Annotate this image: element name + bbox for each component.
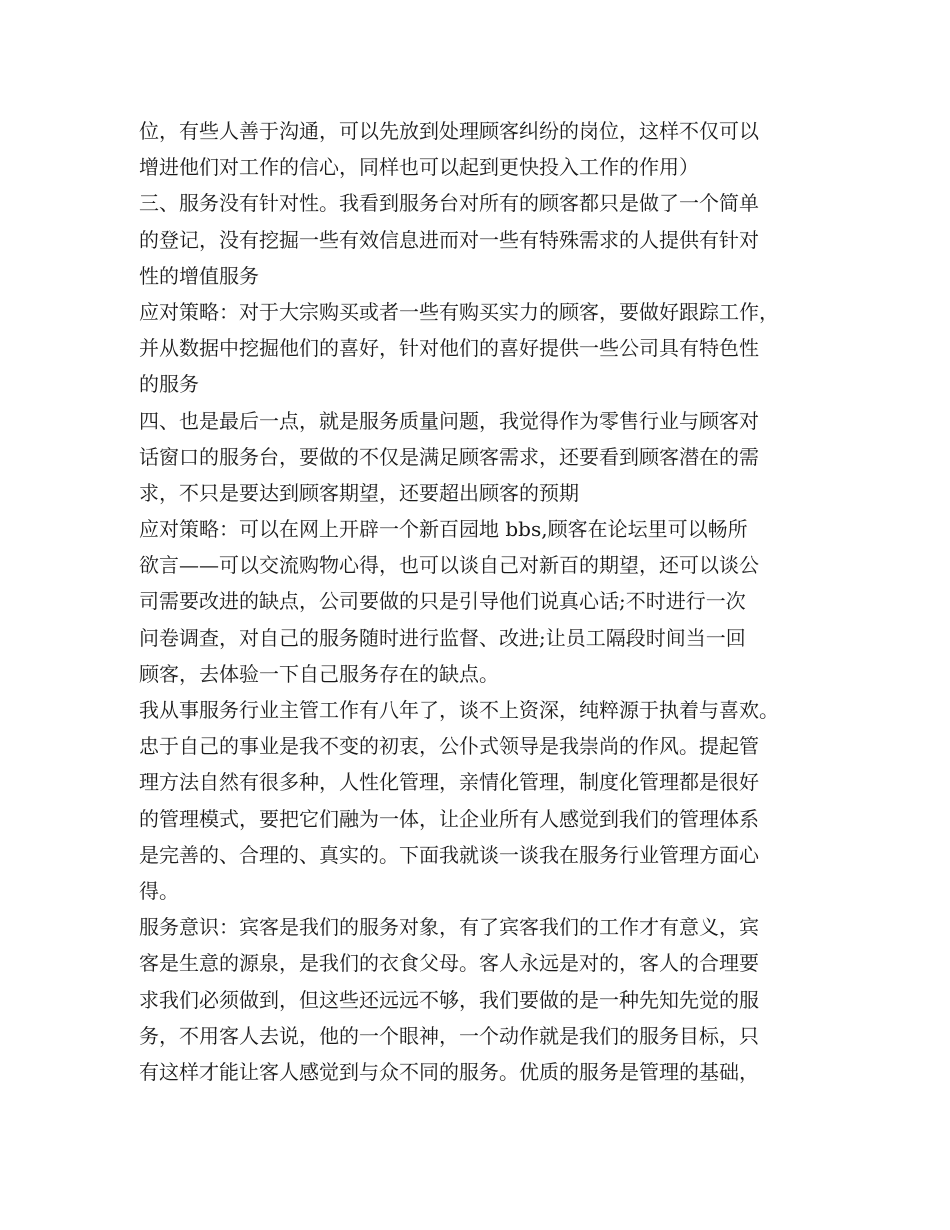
text-line: 服务意识：宾客是我们的服务对象，有了宾客我们的工作才有意义，宾 xyxy=(139,915,759,940)
text-line: 我从事服务行业主管工作有八年了，谈不上资深，纯粹源于执着与喜欢。 xyxy=(139,698,779,722)
text-line: 是完善的、合理的、真实的。下面我就谈一谈我在服务行业管理方面心 xyxy=(139,842,759,867)
text-line: 应对策略：可以在网上开辟一个新百园地 bbs,顾客在论坛里可以畅所 xyxy=(139,517,748,542)
body-text xyxy=(139,113,829,1090)
text-line: 理方法自然有很多种，人性化管理，亲情化管理，制度化管理都是很好 xyxy=(139,770,759,795)
text-line: 得。 xyxy=(139,878,179,903)
text-line: 的登记，没有挖掘一些有效信息进而对一些有特殊需求的人提供有针对 xyxy=(139,227,759,252)
text-line: 四、也是最后一点，就是服务质量问题，我觉得作为零售行业与顾客对 xyxy=(139,408,759,433)
text-line: 并从数据中挖掘他们的喜好，针对他们的喜好提供一些公司具有特色性 xyxy=(139,336,759,361)
text-line: 的服务 xyxy=(139,372,199,397)
text-line: 三、服务没有针对性。我看到服务台对所有的顾客都只是做了一个简单 xyxy=(139,191,759,216)
text-line: 的管理模式，要把它们融为一体，让企业所有人感觉到我们的管理体系 xyxy=(139,806,759,831)
text-line: 应对策略：对于大宗购买或者一些有购买实力的顾客，要做好跟踪工作， xyxy=(139,299,779,324)
text-line: 求我们必须做到，但这些还远远不够，我们要做的是一种先知先觉的服 xyxy=(139,987,759,1012)
text-line: 位，有些人善于沟通，可以先放到处理顾客纠纷的岗位，这样不仅可以 xyxy=(139,119,759,143)
text-line: 欲言——可以交流购物心得，也可以谈自己对新百的期望，还可以谈公 xyxy=(139,553,759,578)
text-line: 话窗口的服务台，要做的不仅是满足顾客需求，还要看到顾客潜在的需 xyxy=(139,444,759,469)
text-line: 客是生意的源泉，是我们的衣食父母。客人永远是对的，客人的合理要 xyxy=(139,951,759,976)
text-line: 有这样才能让客人感觉到与众不同的服务。优质的服务是管理的基础， xyxy=(139,1059,759,1084)
text-line: 顾客，去体验一下自己服务存在的缺点。 xyxy=(139,661,499,686)
text-line: 性的增值服务 xyxy=(139,263,259,288)
text-line: 司需要改进的缺点，公司要做的只是引导他们说真心话;不时进行一次 xyxy=(139,589,746,614)
text-line: 问卷调查，对自己的服务随时进行监督、改进;让员工隔段时间当一回 xyxy=(139,625,746,650)
text-line: 求，不只是要达到顾客期望，还要超出顾客的预期 xyxy=(139,480,579,505)
text-line: 忠于自己的事业是我不变的初衷，公仆式领导是我崇尚的作风。提起管 xyxy=(139,734,759,759)
text-line: 增进他们对工作的信心，同样也可以起到更快投入工作的作用） xyxy=(139,155,699,180)
text-line: 务，不用客人去说，他的一个眼神，一个动作就是我们的服务目标，只 xyxy=(139,1023,759,1048)
